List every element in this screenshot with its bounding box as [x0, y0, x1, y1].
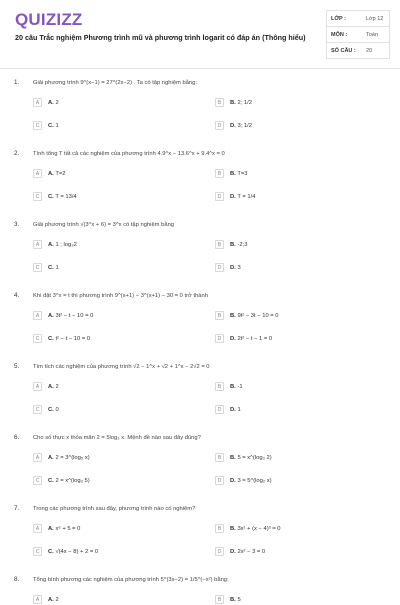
option-value: 1: [55, 122, 59, 129]
quiz-header: [0, 0, 400, 69]
option-letter-box[interactable]: B: [215, 311, 224, 320]
option-value: t² − t − 10 = 0: [55, 335, 91, 342]
question-text: Tổng bình phương các nghiệm của phương trình 5^(3x−2) = 1/5^(−x²) bằng:: [33, 577, 229, 583]
option-text: [230, 242, 247, 248]
option-prefix: B.: [230, 99, 236, 106]
option-text: [48, 478, 90, 484]
option-letter-box[interactable]: A: [33, 240, 42, 249]
answer-option-a[interactable]: [33, 381, 209, 392]
option-letter-box[interactable]: D: [215, 192, 224, 201]
meta-row-subject: [327, 27, 389, 43]
option-text: [230, 549, 265, 555]
option-prefix: A.: [48, 99, 54, 106]
option-letter-box[interactable]: B: [215, 524, 224, 533]
option-prefix: C.: [48, 335, 54, 342]
option-text: [230, 171, 247, 177]
option-value: 2t² − t − 1 = 0: [237, 335, 273, 342]
option-letter-box[interactable]: C: [33, 263, 42, 272]
answer-option-a[interactable]: [33, 168, 209, 179]
option-prefix: B.: [230, 454, 236, 461]
option-text: [230, 526, 280, 532]
option-value: 1: [55, 264, 59, 271]
answer-option-d[interactable]: [215, 262, 391, 273]
option-value: 2; 1/2: [237, 99, 252, 106]
option-text: [230, 478, 272, 484]
option-prefix: A.: [48, 596, 54, 603]
option-text: [230, 336, 272, 342]
option-value: 3; 1/2: [237, 122, 252, 129]
option-letter-box[interactable]: C: [33, 547, 42, 556]
option-value: 1 ; log₃2: [55, 241, 77, 248]
option-text: [48, 313, 93, 319]
meta-label: MÔN :: [331, 31, 348, 38]
option-letter-box[interactable]: C: [33, 334, 42, 343]
meta-label: SỐ CÂU :: [331, 47, 356, 54]
option-letter-box[interactable]: A: [33, 169, 42, 178]
option-letter-box[interactable]: A: [33, 524, 42, 533]
option-value: 5 = x^(log₃ 2): [237, 454, 272, 461]
option-prefix: D.: [230, 193, 236, 200]
option-letter-box[interactable]: B: [215, 382, 224, 391]
question-text: Giải phương trình 9^(x−1) = 27^(2x−2) . Ta có tập nghiệm bằng:: [33, 80, 197, 86]
answer-option-c[interactable]: [33, 404, 209, 415]
option-prefix: A.: [48, 312, 54, 319]
option-value: -2;3: [237, 241, 248, 248]
meta-value: Toán: [366, 31, 378, 38]
option-text: [230, 455, 272, 461]
answer-option-a[interactable]: [33, 452, 209, 463]
answer-option-c[interactable]: [33, 333, 209, 344]
option-letter-box[interactable]: A: [33, 382, 42, 391]
meta-row-count: [327, 43, 389, 58]
option-text: [230, 100, 252, 106]
option-text: [48, 455, 90, 461]
question-number: 7.: [14, 505, 20, 512]
option-prefix: D.: [230, 335, 236, 342]
option-prefix: C.: [48, 122, 54, 129]
option-prefix: A.: [48, 170, 54, 177]
option-prefix: B.: [230, 383, 236, 390]
option-prefix: A.: [48, 525, 54, 532]
option-prefix: D.: [230, 122, 236, 129]
option-value: x⁶ + 5 = 0: [55, 525, 81, 532]
option-text: [230, 123, 252, 129]
option-value: 3 = 5^(log₂ x): [237, 477, 272, 484]
meta-value: Lớp 12: [366, 15, 384, 22]
option-letter-box[interactable]: A: [33, 595, 42, 604]
option-prefix: D.: [230, 477, 236, 484]
option-value: 0: [55, 406, 59, 413]
option-prefix: D.: [230, 264, 236, 271]
option-value: 2: [55, 596, 59, 603]
question-number: 1.: [14, 79, 20, 86]
answer-option-a[interactable]: [33, 239, 209, 250]
meta-row-class: [327, 11, 389, 27]
answer-option-a[interactable]: [33, 310, 209, 321]
answer-option-b[interactable]: [215, 239, 391, 250]
answer-option-a[interactable]: [33, 97, 209, 108]
option-letter-box[interactable]: B: [215, 169, 224, 178]
question-text: Tìm tích các nghiệm của phương trình √2 − 1^x + √2 + 1^x − 2√2 = 0: [33, 364, 210, 370]
option-text: [230, 313, 279, 319]
question-text: Khi đặt 3^x = t thì phương trình 9^(x+1) − 3^(x+1) − 30 = 0 trở thành: [33, 293, 208, 299]
option-text: [48, 242, 77, 248]
option-letter-box[interactable]: B: [215, 453, 224, 462]
option-text: [230, 194, 255, 200]
option-prefix: D.: [230, 548, 236, 555]
option-text: [230, 384, 243, 390]
option-letter-box[interactable]: C: [33, 476, 42, 485]
answer-option-c[interactable]: [33, 262, 209, 273]
option-text: [48, 194, 77, 200]
answer-option-d[interactable]: [215, 191, 391, 202]
page-title: 20 câu Trắc nghiệm Phương trình mũ và phương trình logarit có đáp án (Thông hiểu): [15, 33, 306, 42]
answer-option-b[interactable]: [215, 523, 391, 534]
option-value: √(4x − 8) + 2 = 0: [55, 548, 99, 555]
question-text: Cho số thực x thỏa mãn 2 = 5log₃ x. Mệnh đề nào sau đây đúng?: [33, 435, 201, 441]
option-text: [230, 265, 241, 271]
option-prefix: B.: [230, 170, 236, 177]
option-prefix: B.: [230, 525, 236, 532]
answer-option-b[interactable]: [215, 168, 391, 179]
answer-option-c[interactable]: [33, 546, 209, 557]
option-letter-box[interactable]: A: [33, 98, 42, 107]
option-prefix: C.: [48, 264, 54, 271]
meta-label: LỚP :: [331, 15, 346, 22]
option-prefix: B.: [230, 241, 236, 248]
option-value: T=3: [237, 170, 248, 177]
option-prefix: C.: [48, 193, 54, 200]
option-letter-box[interactable]: B: [215, 98, 224, 107]
answer-option-b[interactable]: [215, 310, 391, 321]
option-value: 2x² − 3 = 0: [237, 548, 266, 555]
option-letter-box[interactable]: C: [33, 192, 42, 201]
answer-option-b[interactable]: [215, 381, 391, 392]
option-letter-box[interactable]: D: [215, 547, 224, 556]
option-text: [230, 407, 241, 413]
question-text: Tính tổng T tất cả các nghiệm của phương trình 4.9^x − 13.6^x + 9.4^x = 0: [33, 151, 225, 157]
option-text: [48, 265, 59, 271]
option-prefix: B.: [230, 312, 236, 319]
meta-value: 20: [366, 47, 373, 54]
answer-option-d[interactable]: [215, 120, 391, 131]
question-number: 4.: [14, 292, 20, 299]
option-letter-box[interactable]: A: [33, 311, 42, 320]
question-number: 3.: [14, 221, 20, 228]
option-text: [48, 171, 65, 177]
question-number: 8.: [14, 576, 20, 583]
quizizz-logo[interactable]: QUIZIZZ: [15, 10, 83, 29]
option-prefix: C.: [48, 548, 54, 555]
question-number: 5.: [14, 363, 20, 370]
option-letter-box[interactable]: C: [33, 405, 42, 414]
answer-option-b[interactable]: [215, 452, 391, 463]
answer-option-c[interactable]: [33, 120, 209, 131]
option-text: [48, 336, 90, 342]
option-prefix: B.: [230, 596, 236, 603]
option-text: [48, 100, 59, 106]
option-prefix: A.: [48, 454, 54, 461]
option-value: 3x¹ + (x − 4)³ = 0: [237, 525, 281, 532]
option-value: 3t² − t − 10 = 0: [55, 312, 94, 319]
option-value: 2 = x^(log₃ 5): [55, 477, 90, 484]
question-number: 6.: [14, 434, 20, 441]
question-text: Trong các phương trình sau đây, phương trình nào có nghiệm?: [33, 506, 196, 512]
option-letter-box[interactable]: B: [215, 240, 224, 249]
answer-option-c[interactable]: [33, 475, 209, 486]
option-value: 5: [237, 596, 241, 603]
question-text: Giải phương trình √(3^x + 6) = 3^x có tập nghiệm bằng: [33, 222, 175, 228]
answer-option-d[interactable]: [215, 404, 391, 415]
option-value: 9t² − 3t − 10 = 0: [237, 312, 279, 319]
option-letter-box[interactable]: D: [215, 121, 224, 130]
answer-option-d[interactable]: [215, 546, 391, 557]
question-number: 2.: [14, 150, 20, 157]
option-value: 1: [237, 406, 241, 413]
option-prefix: A.: [48, 383, 54, 390]
answer-option-d[interactable]: [215, 475, 391, 486]
option-text: [48, 407, 59, 413]
option-prefix: A.: [48, 241, 54, 248]
option-letter-box[interactable]: D: [215, 476, 224, 485]
option-letter-box[interactable]: D: [215, 405, 224, 414]
option-prefix: C.: [48, 477, 54, 484]
answer-option-b[interactable]: [215, 97, 391, 108]
option-text: [48, 123, 59, 129]
answer-option-a[interactable]: [33, 523, 209, 534]
option-value: T = 13/4: [55, 193, 77, 200]
option-prefix: C.: [48, 406, 54, 413]
option-letter-box[interactable]: D: [215, 334, 224, 343]
option-text: [48, 526, 80, 532]
option-value: T=2: [55, 170, 66, 177]
option-prefix: D.: [230, 406, 236, 413]
option-letter-box[interactable]: A: [33, 453, 42, 462]
option-value: 2: [55, 383, 59, 390]
option-text: [48, 549, 98, 555]
option-value: 3: [237, 264, 241, 271]
quiz-meta-table: [326, 10, 390, 59]
option-letter-box[interactable]: D: [215, 263, 224, 272]
option-value: -1: [237, 383, 243, 390]
option-text: [48, 384, 59, 390]
answer-option-d[interactable]: [215, 333, 391, 344]
option-value: T = 1/4: [237, 193, 256, 200]
answer-option-c[interactable]: [33, 191, 209, 202]
option-letter-box[interactable]: B: [215, 595, 224, 604]
option-value: 2: [55, 99, 59, 106]
option-value: 2 = 3^(log₅ x): [55, 454, 90, 461]
option-letter-box[interactable]: C: [33, 121, 42, 130]
